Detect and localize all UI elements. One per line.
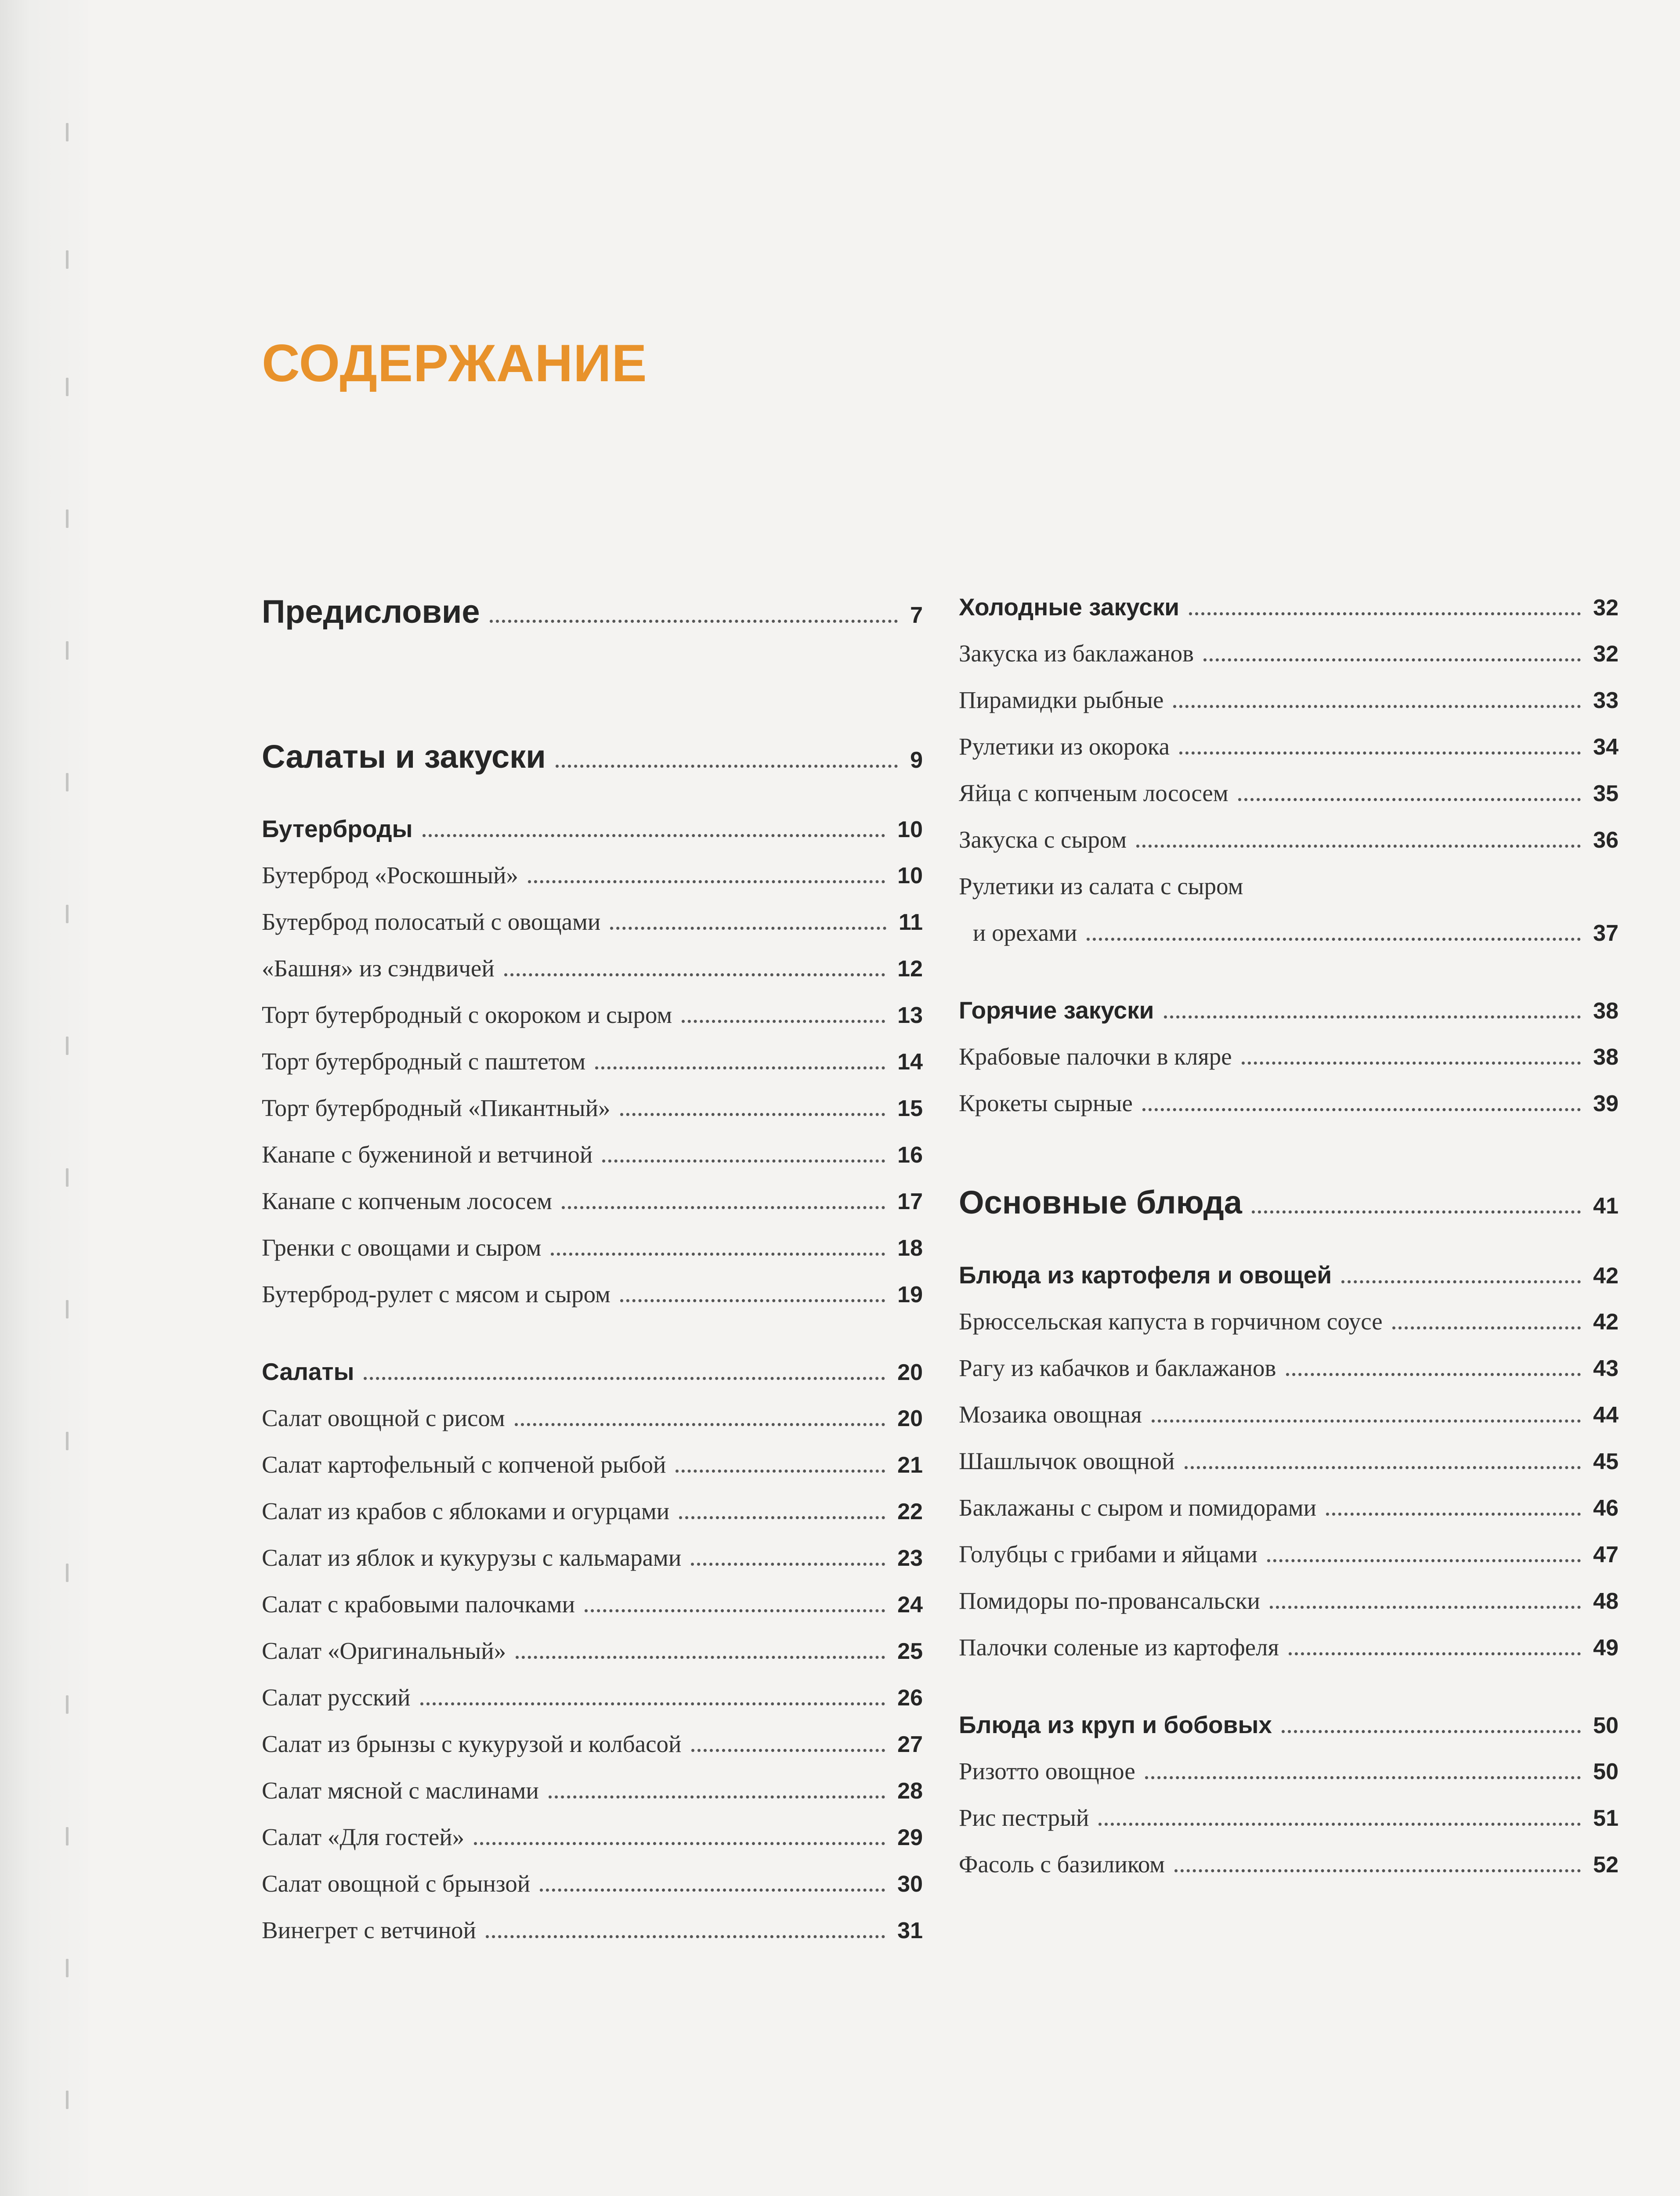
toc-page-number: 49 [1593,1635,1619,1661]
toc-entry-title: Рулетики из окорока [959,733,1170,760]
toc-entry-title: Бутерброд «Роскошный» [262,862,518,889]
dot-leader [691,1563,885,1566]
dot-leader [1189,612,1581,615]
dot-leader [1145,1776,1581,1779]
toc-page-number: 19 [897,1282,923,1307]
toc-page-number: 34 [1593,734,1619,760]
toc-entry-title: Салат овощной с брынзой [262,1870,531,1897]
toc-entry [262,1451,923,1478]
dot-leader [1286,1373,1581,1376]
toc-entry-title: Закуска из баклажанов [959,640,1194,667]
toc-page-number: 14 [897,1049,923,1075]
toc-entry-title: Фасоль с базиликом [959,1851,1165,1878]
toc-entry [262,1777,923,1804]
toc-page-number: 32 [1593,641,1619,667]
toc-entry-title: Салат русский [262,1684,411,1711]
toc-page-number: 22 [897,1499,923,1524]
dot-leader [1179,751,1581,755]
toc-page-number: 12 [897,956,923,982]
dot-leader [420,1702,885,1705]
toc-page-number: 39 [1593,1091,1619,1116]
toc-page-number: 42 [1593,1263,1619,1289]
toc-entry [959,733,1619,760]
toc-entry [959,826,1619,853]
dot-leader [1282,1730,1581,1733]
toc-entry [262,1234,923,1261]
dot-leader [1164,1015,1581,1019]
toc-entry [959,779,1619,807]
toc-entry-title: Яйца с копченым лососем [959,780,1228,806]
dot-leader [1242,1062,1581,1065]
toc-entry-title: Салат из яблок и кукурузы с кальмарами [262,1544,682,1571]
dot-leader [1142,1108,1581,1111]
toc-entry-title: Мозаика овощная [959,1401,1142,1428]
toc-entry-title: Гренки с овощами и сыром [262,1234,542,1261]
toc-entry-title: Торт бутербродный с окороком и сыром [262,1001,672,1028]
toc-entry-title: Салаты [262,1358,354,1385]
toc-page-number: 29 [897,1825,923,1850]
toc-page-number: 26 [897,1685,923,1711]
dot-leader [676,1470,885,1473]
toc-page-number: 44 [1593,1402,1619,1428]
toc-entry-title: Крабовые палочки в кляре [959,1043,1232,1070]
toc-page-number: 13 [897,1003,923,1028]
toc-page-number: 18 [897,1235,923,1261]
toc-entry-title: Салат с крабовыми палочками [262,1591,575,1618]
toc-entry-title: Торт бутербродный с паштетом [262,1048,586,1075]
dot-leader [1238,798,1581,801]
toc-entry-title: Блюда из картофеля и овощей [959,1261,1332,1289]
toc-entry-title: Холодные закуски [959,593,1180,621]
dot-leader [490,620,898,623]
toc-entry [262,1094,923,1122]
toc-page-number: 27 [897,1732,923,1757]
toc-page-number: 15 [897,1096,923,1121]
dot-leader [595,1066,885,1069]
toc-entry-title: Пирамидки рыбные [959,686,1164,713]
toc-entry-title: Салат «Для гостей» [262,1824,465,1850]
toc-entry [262,954,923,982]
toc-entry-title: Палочки соленые из картофеля [959,1634,1279,1661]
dot-leader [1341,1280,1581,1283]
toc-entry [262,1047,923,1075]
toc-entry [262,1187,923,1215]
toc-entry-title: Баклажаны с сыром и помидорами [959,1494,1317,1521]
dot-leader [1392,1326,1581,1329]
toc-entry [959,1587,1619,1614]
toc-page-number: 41 [1593,1193,1619,1219]
toc-page-number: 24 [897,1592,923,1618]
toc-entry-title: Салат из крабов с яблоками и огурцами [262,1498,670,1524]
toc-entry [959,919,1619,946]
toc-entry-title: Рулетики из салата с сыром [959,873,1243,899]
toc-entry-title: Канапе с копченым лососем [262,1188,553,1214]
toc-entry [262,1916,923,1944]
toc-entry [959,1850,1619,1878]
toc-page-number: 38 [1593,998,1619,1024]
toc-section-sub [959,996,1619,1024]
toc-entry-title: Крокеты сырные [959,1090,1133,1116]
toc-entry [262,1823,923,1851]
dot-leader [364,1377,885,1380]
dot-leader [602,1159,885,1163]
toc-entry [262,861,923,889]
toc-page-number: 37 [1593,921,1619,946]
toc-entry [262,1404,923,1432]
toc-entry [262,908,923,935]
toc-section-sub [959,1711,1619,1739]
toc-entry [959,639,1619,667]
dot-leader [1173,705,1581,708]
toc-entry [262,1544,923,1571]
toc-entry [262,1590,923,1618]
toc-page-number: 20 [897,1360,923,1385]
dot-leader [540,1889,885,1892]
dot-leader [423,834,885,837]
toc-section-major [262,593,923,630]
toc-page-number: 7 [910,603,923,628]
dot-leader [610,927,886,930]
toc-entry [262,1637,923,1665]
toc-entry-title: Торт бутербродный «Пикантный» [262,1094,611,1121]
toc-entry [262,1683,923,1711]
dot-leader [474,1842,885,1845]
toc-entry-title: Салат «Оригинальный» [262,1637,506,1664]
toc-section-sub [262,815,923,843]
toc-page-number: 30 [897,1871,923,1897]
toc-entry-title: Салат картофельный с копченой рыбой [262,1451,666,1478]
dot-leader [1087,938,1581,941]
toc-page-number: 17 [897,1189,923,1214]
toc-entry-title: Винегрет с ветчиной [262,1917,476,1943]
toc-entry [959,1354,1619,1382]
toc-entry-title: Блюда из круп и бобовых [959,1711,1272,1738]
toc-entry-title: Помидоры по-провансальски [959,1587,1260,1614]
toc-page-number: 47 [1593,1542,1619,1568]
toc-entry [959,1089,1619,1117]
toc-page-number: 11 [899,910,923,935]
toc-section-sub [262,1358,923,1386]
binding-edge [0,0,88,2196]
dot-leader [1152,1419,1581,1423]
toc-entry [262,1497,923,1525]
toc-entry-title: и орехами [973,919,1077,946]
toc-page-number: 32 [1593,595,1619,621]
toc-entry [959,872,1619,900]
toc-page-number: 16 [897,1142,923,1168]
toc-entry-title: Салат овощной с рисом [262,1405,505,1431]
dot-leader [516,1656,885,1659]
toc-section-sub [959,593,1619,621]
dot-leader [1267,1559,1581,1562]
toc-entry [959,1804,1619,1831]
dot-leader [1136,845,1581,848]
toc-page-number: 48 [1593,1589,1619,1614]
toc-entry [262,1001,923,1029]
toc-entry [959,1401,1619,1428]
toc-page-number: 21 [897,1452,923,1478]
toc-page-number: 51 [1593,1806,1619,1831]
toc-page-number: 50 [1593,1759,1619,1784]
toc-entry-title: Горячие закуски [959,997,1154,1024]
toc-entry-title: Салаты и закуски [262,738,546,775]
toc-page-number: 36 [1593,827,1619,853]
toc-section-major [959,1184,1619,1221]
toc-entry-title: Бутерброд полосатый с овощами [262,908,601,935]
toc-entry [959,1757,1619,1785]
toc-entry [959,1633,1619,1661]
dot-leader [1326,1513,1581,1516]
toc-entry-title: Предисловие [262,593,480,630]
toc-entry [959,1494,1619,1521]
toc-section-sub [959,1261,1619,1289]
toc-entry-title: «Башня» из сэндвичей [262,955,495,982]
binding-marks [66,0,71,2196]
toc-entry-title: Шашлычок овощной [959,1448,1175,1474]
dot-leader [585,1609,885,1612]
dot-leader [551,1253,885,1256]
dot-leader [1270,1606,1581,1609]
toc-entry [959,1043,1619,1070]
dot-leader [1185,1466,1581,1469]
toc-page-number: 43 [1593,1356,1619,1381]
toc-page-number: 20 [897,1406,923,1431]
toc-section-major [262,738,923,775]
toc-page-number: 23 [897,1546,923,1571]
toc-entry-title: Голубцы с грибами и яйцами [959,1541,1258,1568]
toc-page-number: 50 [1593,1713,1619,1738]
toc-entry-title: Закуска с сыром [959,826,1127,853]
toc-page-number: 28 [897,1778,923,1804]
toc-entry [262,1730,923,1758]
toc-entry [959,686,1619,714]
toc-page-number: 33 [1593,688,1619,713]
toc-page-number: 31 [897,1918,923,1943]
toc-page-number: 46 [1593,1495,1619,1521]
toc-page-number: 35 [1593,781,1619,806]
toc-entry-title: Канапе с бужениной и ветчиной [262,1141,593,1168]
page-title: СОДЕРЖАНИЕ [262,334,647,393]
dot-leader [556,765,898,768]
toc-page-number: 38 [1593,1044,1619,1070]
toc-entry [262,1280,923,1308]
dot-leader [549,1795,885,1799]
toc-page-number: 10 [897,863,923,889]
toc-page-number: 25 [897,1639,923,1664]
toc-entry-title: Бутерброды [262,815,413,842]
dot-leader [1174,1869,1581,1872]
toc-entry-title: Салат мясной с маслинами [262,1777,539,1804]
dot-leader [504,973,885,976]
toc-entry [262,1141,923,1168]
dot-leader [528,880,885,883]
dot-leader [1203,658,1581,661]
toc-entry-title: Брюссельская капуста в горчичном соусе [959,1308,1383,1335]
toc-entry-title: Бутерброд-рулет с мясом и сыром [262,1281,611,1307]
dot-leader [691,1749,885,1752]
toc-entry [262,1870,923,1897]
toc-page-number: 10 [897,817,923,842]
dot-leader [620,1299,885,1302]
toc-page-number: 42 [1593,1309,1619,1335]
toc-entry [959,1447,1619,1475]
toc-entry-title: Рагу из кабачков и баклажанов [959,1354,1276,1381]
toc-entry-title: Ризотто овощное [959,1758,1135,1784]
toc-entry-title: Основные блюда [959,1184,1242,1221]
dot-leader [1252,1210,1581,1214]
toc-entry [959,1540,1619,1568]
toc-entry-title: Рис пестрый [959,1804,1089,1831]
dot-leader [486,1935,885,1938]
toc-page-number: 45 [1593,1449,1619,1474]
dot-leader [1098,1823,1581,1826]
dot-leader [515,1423,885,1426]
dot-leader [1289,1652,1581,1655]
dot-leader [562,1206,885,1209]
dot-leader [682,1020,885,1023]
dot-leader [620,1113,885,1116]
toc-page-number: 9 [910,748,923,773]
toc-page-number: 52 [1593,1852,1619,1878]
dot-leader [679,1516,885,1519]
toc-entry [959,1307,1619,1335]
toc-entry-title: Салат из брынзы с кукурузой и колбасой [262,1730,682,1757]
